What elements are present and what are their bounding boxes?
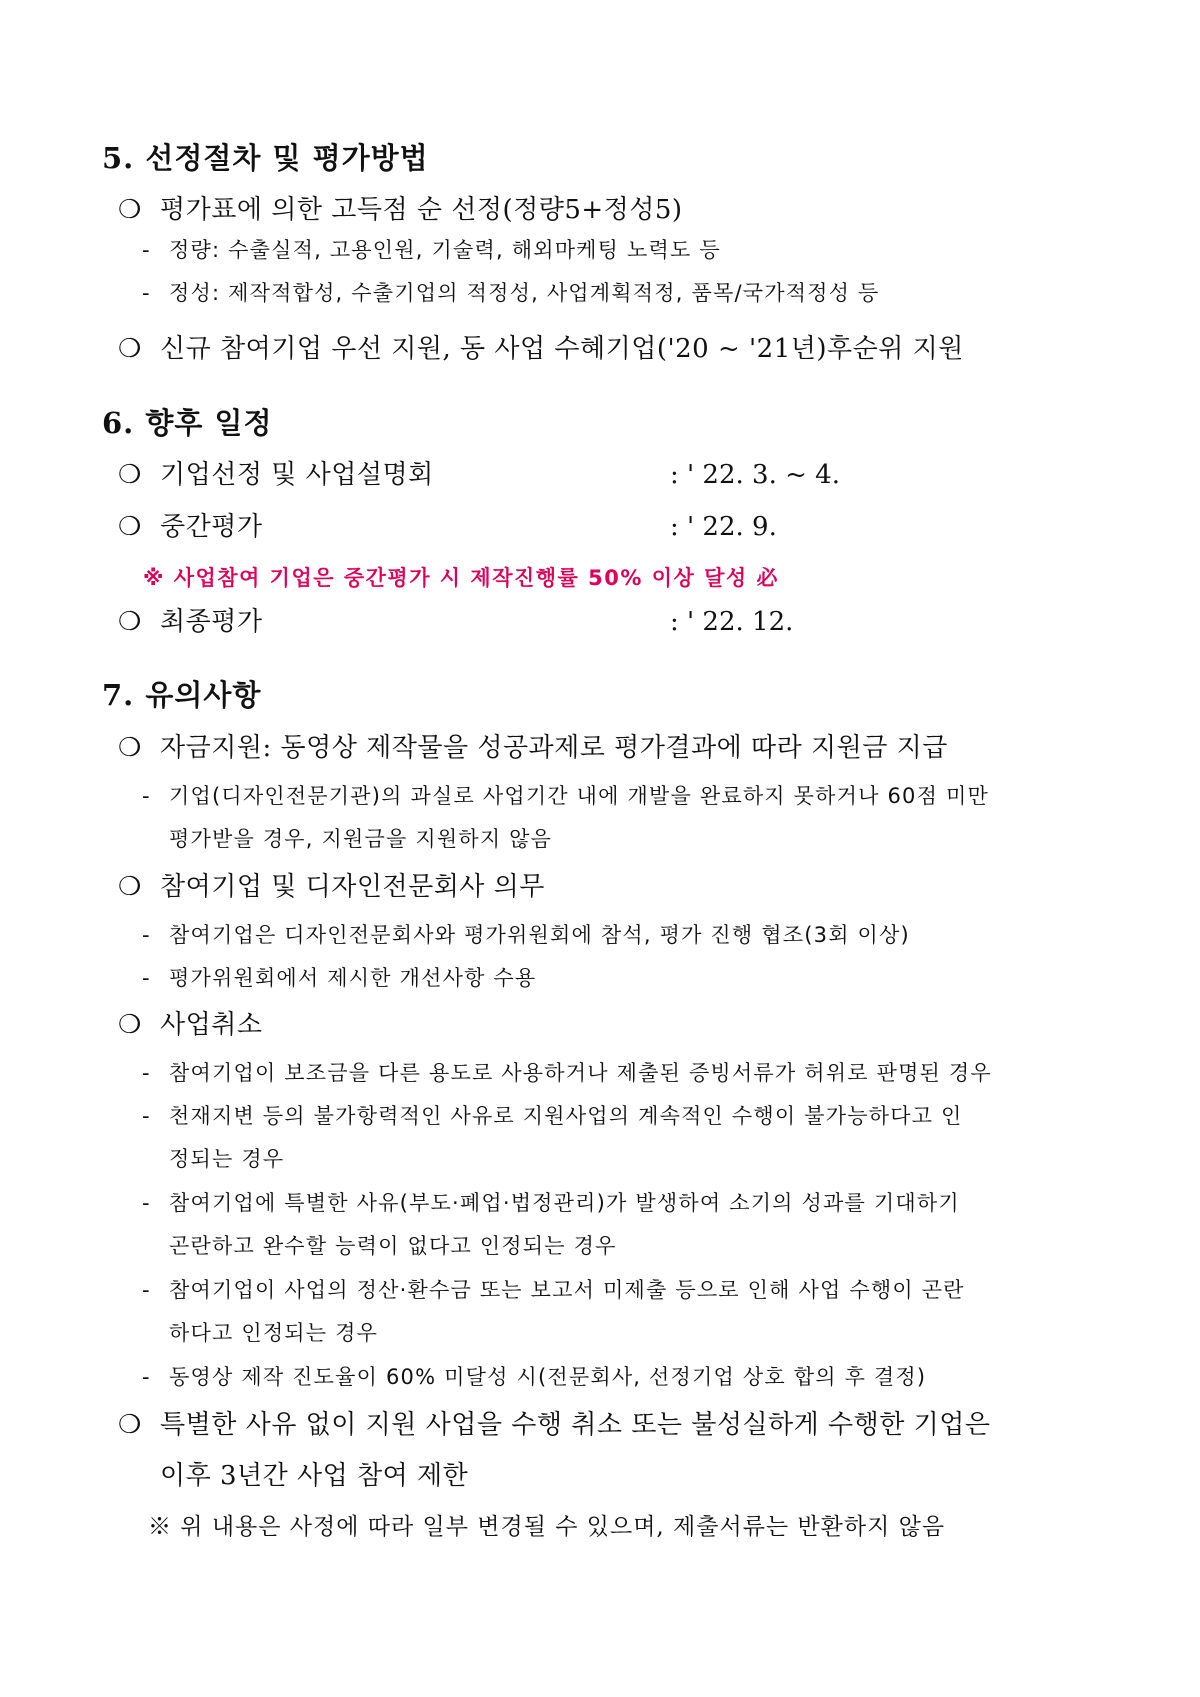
schedule-date: : ' 22. 3. ~ 4. bbox=[670, 460, 840, 490]
dash-text: 천재지변 등의 불가항력적인 사유로 지원사업의 계속적인 수행이 불가능하다고 인 bbox=[169, 1104, 963, 1128]
section-5-title: 5. 선정절차 및 평가방법 bbox=[102, 141, 429, 175]
sec7-b3-dash-1 bbox=[142, 1058, 992, 1088]
sec5-dash-1 bbox=[142, 235, 721, 265]
dash-icon: - bbox=[142, 1191, 151, 1215]
dash-text: 참여기업은 디자인전문회사와 평가위원회에 참석, 평가 진행 협조(3회 이상) bbox=[169, 923, 910, 947]
sec7-bullet-4 bbox=[118, 1408, 991, 1442]
dash-continuation: 정되는 경우 bbox=[169, 1147, 285, 1171]
circle-bullet-icon: ❍ bbox=[118, 334, 142, 364]
sec7-bullet-2 bbox=[118, 870, 545, 904]
sec5-bullet-2 bbox=[118, 332, 964, 366]
dash-icon: - bbox=[142, 1104, 151, 1128]
dash-icon: - bbox=[142, 1278, 151, 1302]
schedule-label: 기업선정 및 사업설명회 bbox=[160, 460, 434, 490]
bullet-text: 자금지원: 동영상 제작물을 성공과제로 평가결과에 따라 지원금 지급 bbox=[160, 733, 948, 763]
bullet-continuation: 이후 3년간 사업 참여 제한 bbox=[160, 1461, 469, 1491]
dash-icon: - bbox=[142, 281, 151, 305]
bullet-text: 참여기업 및 디자인전문회사 의무 bbox=[160, 872, 545, 902]
dash-icon: - bbox=[142, 966, 151, 990]
dash-icon: - bbox=[142, 1061, 151, 1085]
dash-icon: - bbox=[142, 238, 151, 262]
sec7-b3-dash-2 bbox=[142, 1101, 963, 1131]
dash-text: 참여기업에 특별한 사유(부도·폐업·법정관리)가 발생하여 소기의 성과를 기대하기 bbox=[169, 1191, 960, 1215]
dash-icon: - bbox=[142, 1365, 151, 1389]
dash-text: 정량: 수출실적, 고용인원, 기술력, 해외마케팅 노력도 등 bbox=[169, 238, 721, 262]
circle-bullet-icon: ❍ bbox=[118, 733, 142, 763]
schedule-date: : ' 22. 9. bbox=[670, 512, 777, 542]
dash-continuation: 평가받을 경우, 지원금을 지원하지 않음 bbox=[169, 827, 553, 851]
schedule-item-1 bbox=[118, 458, 434, 492]
bullet-text: 사업취소 bbox=[160, 1010, 263, 1040]
schedule-item-2 bbox=[118, 510, 262, 544]
midterm-requirement-note: ※ 사업참여 기업은 중간평가 시 제작진행률 50% 이상 달성 必 bbox=[143, 566, 779, 590]
schedule-item-3 bbox=[118, 605, 262, 639]
sec7-b1-dash-1 bbox=[142, 781, 989, 811]
circle-bullet-icon: ❍ bbox=[118, 607, 142, 637]
bullet-text: 평가표에 의한 고득점 순 선정(정량5+정성5) bbox=[160, 195, 683, 225]
sec7-bullet-1 bbox=[118, 731, 948, 765]
dash-continuation: 곤란하고 완수할 능력이 없다고 인정되는 경우 bbox=[169, 1234, 617, 1258]
section-6-title: 6. 향후 일정 bbox=[102, 406, 273, 440]
sec7-b3-dash-5 bbox=[142, 1362, 926, 1392]
circle-bullet-icon: ❍ bbox=[118, 460, 142, 490]
circle-bullet-icon: ❍ bbox=[118, 1410, 142, 1440]
sec5-dash-2 bbox=[142, 278, 880, 308]
schedule-label: 중간평가 bbox=[160, 512, 263, 542]
sec7-b3-dash-4 bbox=[142, 1275, 965, 1305]
bullet-text: 신규 참여기업 우선 지원, 동 사업 수혜기업('20 ~ '21년)후순위 지원 bbox=[160, 334, 964, 364]
circle-bullet-icon: ❍ bbox=[118, 1010, 142, 1040]
dash-text: 평가위원회에서 제시한 개선사항 수용 bbox=[169, 966, 537, 990]
final-note: ※ 위 내용은 사정에 따라 일부 변경될 수 있으며, 제출서류는 반환하지 않음 bbox=[148, 1514, 946, 1540]
dash-icon: - bbox=[142, 923, 151, 947]
dash-continuation: 하다고 인정되는 경우 bbox=[169, 1321, 379, 1345]
sec7-bullet-3 bbox=[118, 1008, 262, 1042]
schedule-label: 최종평가 bbox=[160, 607, 263, 637]
dash-icon: - bbox=[142, 784, 151, 808]
section-7-title: 7. 유의사항 bbox=[102, 678, 262, 712]
schedule-date: : ' 22. 12. bbox=[670, 607, 794, 637]
sec7-b3-dash-3 bbox=[142, 1188, 960, 1218]
sec5-bullet-1 bbox=[118, 193, 683, 227]
dash-text: 동영상 제작 진도율이 60% 미달성 시(전문회사, 선정기업 상호 합의 후 결정) bbox=[169, 1365, 927, 1389]
sec7-b2-dash-1 bbox=[142, 920, 910, 950]
dash-text: 기업(디자인전문기관)의 과실로 사업기간 내에 개발을 완료하지 못하거나 60점 미만 bbox=[169, 784, 989, 808]
circle-bullet-icon: ❍ bbox=[118, 872, 142, 902]
dash-text: 참여기업이 보조금을 다른 용도로 사용하거나 제출된 증빙서류가 허위로 판명된 경우 bbox=[169, 1061, 992, 1085]
circle-bullet-icon: ❍ bbox=[118, 512, 142, 542]
bullet-text: 특별한 사유 없이 지원 사업을 수행 취소 또는 불성실하게 수행한 기업은 bbox=[160, 1410, 991, 1440]
circle-bullet-icon: ❍ bbox=[118, 195, 142, 225]
dash-text: 정성: 제작적합성, 수출기업의 적정성, 사업계획적정, 품목/국가적정성 등 bbox=[169, 281, 880, 305]
sec7-b2-dash-2 bbox=[142, 963, 536, 993]
dash-text: 참여기업이 사업의 정산·환수금 또는 보고서 미제출 등으로 인해 사업 수행이 곤란 bbox=[169, 1278, 965, 1302]
